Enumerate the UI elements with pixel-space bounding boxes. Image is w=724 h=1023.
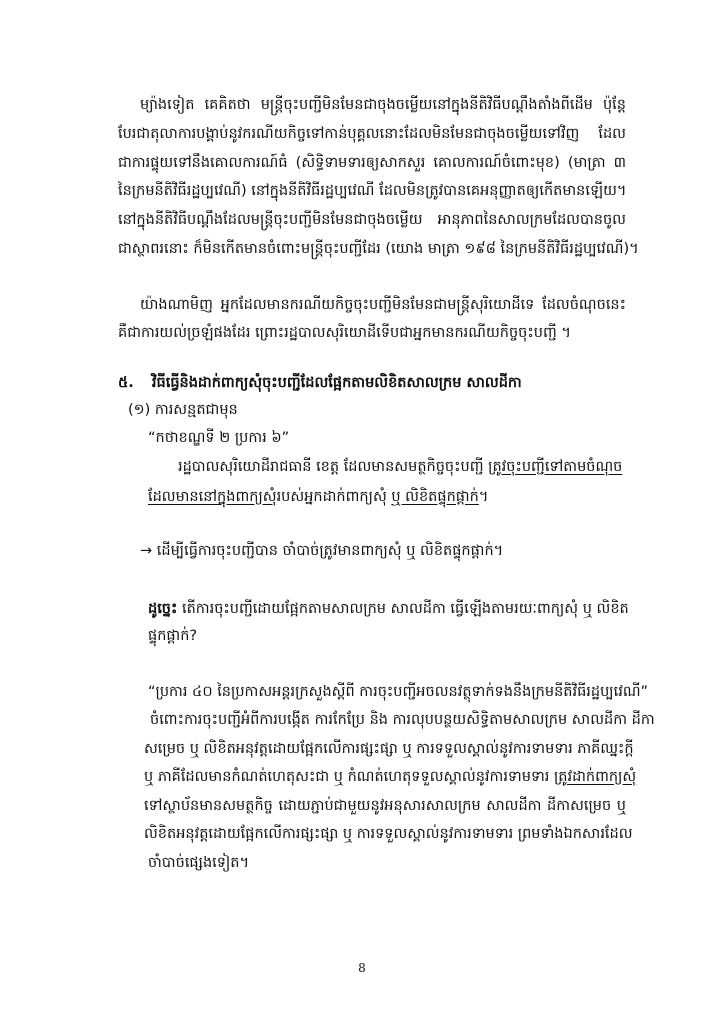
question-line	[148, 595, 629, 623]
citation-line	[144, 763, 637, 791]
citation-line: ទៅស្ថាប័នមានសមត្ថកិច្ច ដោយភ្ជាប់ជាមួយនូវអនុសារសាលក្រម សាលដីកា ដីកាសម្រេច ឬ	[144, 798, 626, 814]
citation-underlined-text: ត្រូវចុះបញ្ជីទៅតាមចំណុច	[488, 459, 623, 475]
paragraph-1-line: ជាស្ថាពរនោះ ក៏មិនកើតមានចំពោះមន្ត្រីចុះបញ្ជីដែរ (យោង មាត្រា ១៩៨ នៃក្រមនីតិវិធីរដ្ឋប្បវេណី)។	[118, 241, 639, 257]
section-title: វិធីធ្វើនិងដាក់ពាក្យសុំចុះបញ្ជីដែលផ្អែកតាមលិខិតសាលក្រម សាលដីកា	[151, 375, 522, 391]
citation-line: សម្រេច ឬ លិខិតអនុវត្តដោយផ្អែកលើការផ្សះផ្សា ឬ ការទទួលស្គាល់នូវការទាមទារ ភាគីឈ្នះក្តី	[144, 741, 634, 757]
citation-line: ចំពោះការចុះបញ្ជីអំពីការបង្កើត ការកែប្រែ និង ការលុបបន្ថយសិទ្ធិតាមសាលក្រម សាលដីកា ដីកា	[150, 712, 655, 728]
paragraph-2-line: យ៉ាងណាមិញ អ្នកដែលមានករណីយកិច្ចចុះបញ្ជីមិនមែនជាមន្ត្រីសុរិយោដីទេ ដែលចំណុចនេះ	[140, 297, 626, 313]
citation-text: របស់អ្នកដាក់ពាក្យសុំ	[276, 489, 392, 505]
paragraph-1-line: នៃក្រមនីតិវិធីរដ្ឋប្បវេណី) នៅក្នុងនីតិវិធីរដ្ឋប្បវេណី ដែលមិនត្រូវបានគេអនុញ្ញាតឲ្យកើតមានឡើយ។	[118, 183, 627, 199]
page-number: 8	[358, 961, 366, 975]
paragraph-1-line: ជាការផ្ទុយទៅនឹងគោលការណ៍ធំ (សិទ្ធិទាមទារឲ្យសាកសួរ គោលការណ៍ចំពោះមុខ) (មាត្រា ៣	[118, 155, 626, 171]
question-lead: ដូច្នេះ	[148, 601, 178, 617]
citation-underlined-text: ដែលមាននៅក្នុងពាក្យសុំ	[148, 489, 277, 505]
citation-reference: “កថាខណ្ឌទី ២ ប្រការ ៦”	[148, 430, 290, 446]
paragraph-2-line: គឺជាការយល់ច្រឡំផងដែរ ព្រោះរដ្ឋបាលសុរិយោដីទើបជាអ្នកមានករណីយកិច្ចចុះបញ្ជី ។	[118, 325, 571, 341]
citation-reference: “ប្រការ ៤០ នៃប្រកាសអន្តរក្រសួងស្តីពី ការចុះបញ្ជីអចលនវត្ថុទាក់ទងនឹងក្រមនីតិវិធីរដ្ឋប្បវេណី”	[148, 684, 649, 700]
citation-underlined-text: ត្រូវដាក់ពាក្យសុំ	[553, 769, 637, 785]
citation-line: ចាំបាច់ផ្សេងទៀត។	[148, 855, 250, 871]
citation-line: លិខិតអនុវត្តដោយផ្អែកលើការផ្សះផ្សា ឬ ការទទួលស្គាល់នូវការទាមទារ ព្រមទាំងឯកសារដែល	[144, 826, 633, 842]
question-line: ផ្ទុកផ្តាក់?	[148, 628, 198, 644]
subsection-heading: (១) ការសន្មតជាមុន	[128, 402, 238, 418]
conclusion-line: → ដើម្បីធ្វើការចុះបញ្ជីបាន ចាំបាច់ត្រូវមានពាក្យសុំ ឬ លិខិតផ្ទុកផ្តាក់។	[140, 543, 504, 559]
citation-underlined-text: ឬ លិខិតផ្ទុកផ្តាក់	[391, 489, 479, 505]
section-number: ៥.	[118, 375, 134, 391]
paragraph-1-line: ម្យ៉ាងទៀត គេគិតថា មន្ត្រីចុះបញ្ជីមិនមែនជាចុងចម្លើយនៅក្នុងនីតិវិធីបណ្តឹងតាំងពីដើម ប៉ុន្តែ	[140, 97, 626, 113]
question-text: តើការចុះបញ្ជីដោយផ្អែកតាមសាលក្រម សាលដីកា ធ្វើឡើងតាមរយៈពាក្យសុំ ឬ លិខិត	[177, 601, 629, 617]
paragraph-1-line: នៅក្នុងនីតិវិធីបណ្តឹងដែលមន្ត្រីចុះបញ្ជីមិនមែនជាចុងចម្លើយ អានុភាពនៃសាលក្រមដែលបានចូល	[118, 212, 626, 228]
citation-line	[178, 453, 626, 481]
citation-text: រដ្ឋបាលសុរិយោដីរាជធានី ខេត្ត ដែលមានសមត្ថកិច្ចចុះបញ្ជី	[178, 459, 489, 475]
section-heading	[118, 369, 626, 397]
citation-text: ឬ ភាគីដែលមានកំណត់ហេតុសះជា ឬ កំណត់ហេតុទទួលស្គាល់នូវការទាមទារ	[144, 769, 554, 785]
citation-text: ។	[478, 489, 489, 505]
paragraph-1-line: បែរជាតុលាការបង្គាប់នូវករណីយកិច្ចទៅកាន់បុគ្គលនោះដែលមិនមែនជាចុងចម្លើយទៅវិញ ដែល	[118, 126, 626, 142]
citation-line	[148, 483, 626, 511]
